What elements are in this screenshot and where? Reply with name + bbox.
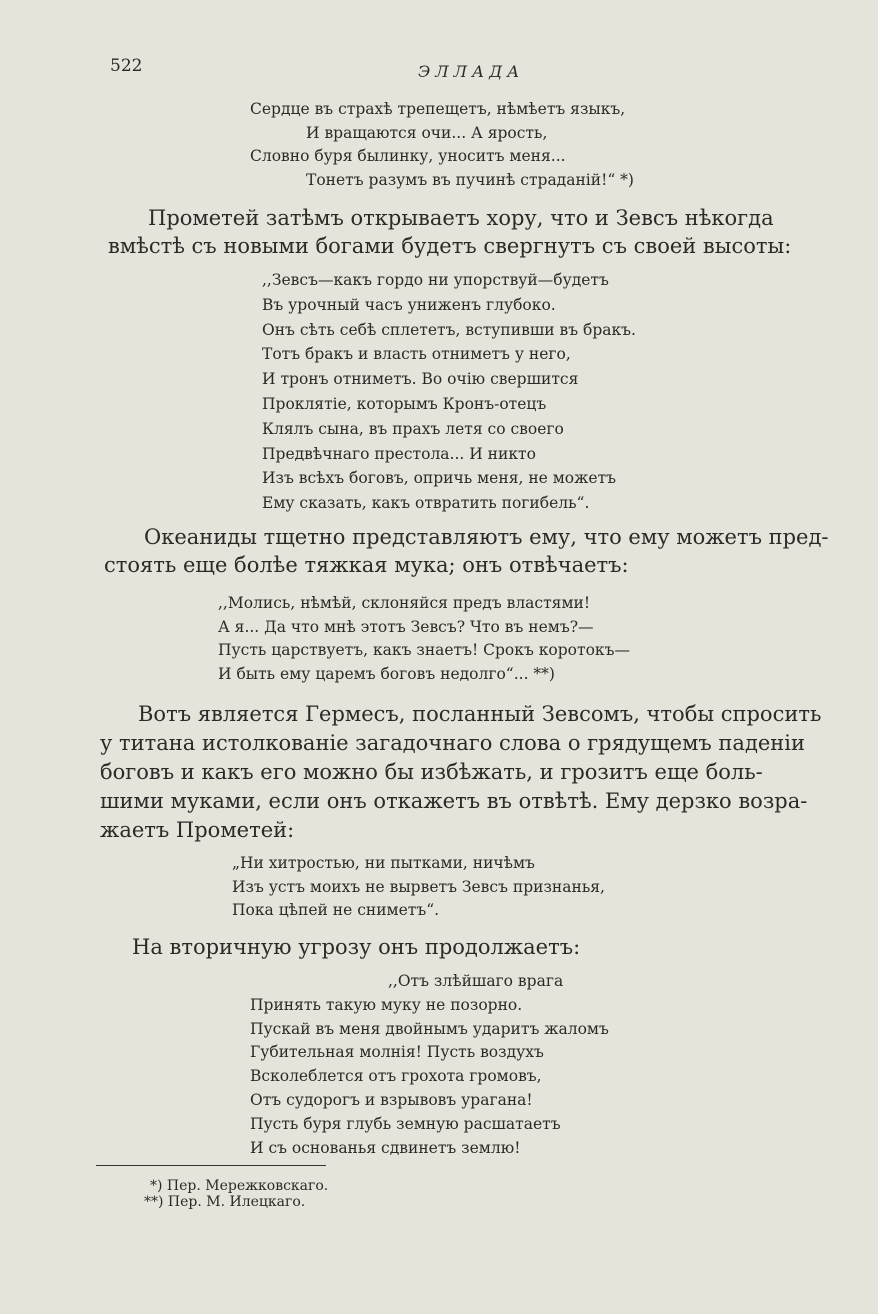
footnote: **) Пер. М. Илецкаго. bbox=[144, 1194, 306, 1210]
paragraph bbox=[108, 205, 816, 260]
page-number: 522 bbox=[110, 56, 143, 76]
verse-line: Тотъ бракъ и власть отниметъ у него, bbox=[262, 345, 571, 364]
paragraph-line: стоять еще болѣе тяжкая мука; онъ отвѣчаетъ: bbox=[104, 552, 629, 577]
verse-line: Пока цѣпей не сниметъ“. bbox=[232, 901, 440, 919]
verse-line: Онъ сѣть себѣ сплететъ, вступивши въ бракъ. bbox=[262, 320, 636, 339]
paragraph-line: шими муками, если онъ откажетъ въ отвѣтѣ. Ему дерзко возра- bbox=[100, 789, 808, 813]
paragraph-line: у титана истолкованіе загадочнаго слова о грядущемъ паденіи bbox=[100, 731, 806, 755]
verse-line: Отъ судорогъ и взрывовъ урагана! bbox=[250, 1090, 533, 1109]
verse-line: ,,Зевсъ—какъ гордо ни упорствуй—будетъ bbox=[262, 271, 609, 289]
verse-line: Пусть буря глубь земную расшатаетъ bbox=[250, 1114, 561, 1133]
verse-line: И съ основанья сдвинетъ землю! bbox=[250, 1138, 521, 1157]
verse-line: Принять такую муку не позорно. bbox=[250, 995, 523, 1014]
verse-line: Словно буря былинку, уноситъ меня... bbox=[250, 147, 566, 165]
paragraph-line: На вторичную угрозу онъ продолжаетъ: bbox=[132, 935, 581, 959]
verse-line: Пусть царствуетъ, какъ знаетъ! Срокъ коротокъ— bbox=[218, 641, 630, 659]
verse-line: Тонетъ разумъ въ пучинѣ страданій!“ *) bbox=[306, 170, 634, 189]
paragraph-line: вмѣстѣ съ новыми богами будетъ свергнутъ съ своей высоты: bbox=[108, 233, 792, 258]
paragraph bbox=[100, 700, 822, 845]
verse-line: Проклятіе, которымъ Кронъ-отецъ bbox=[262, 394, 547, 413]
verse-line: „Ни хитростью, ни пытками, ничѣмъ bbox=[232, 854, 535, 872]
verse-block bbox=[250, 970, 609, 1160]
paragraph-line: жаетъ Прометей: bbox=[100, 818, 295, 842]
verse-line: И вращаются очи... А ярость, bbox=[306, 123, 548, 142]
verse-line: ,,Молись, нѣмѣй, склоняйся предъ властями! bbox=[218, 594, 591, 612]
verse-block bbox=[262, 268, 636, 516]
verse-line: Въ урочный часъ униженъ глубоко. bbox=[262, 295, 556, 314]
verse-line: Ему сказать, какъ отвратить погибель“. bbox=[262, 494, 590, 513]
verse-line: ,,Отъ злѣйшаго врага bbox=[388, 972, 564, 990]
verse-line: Изъ всѣхъ боговъ, опричь меня, не можетъ bbox=[262, 469, 617, 488]
paragraph-line: Океаниды тщетно представляютъ ему, что ему можетъ пред- bbox=[144, 525, 829, 549]
verse-line: Сердце въ страхѣ трепещетъ, нѣмѣетъ языкъ, bbox=[250, 100, 626, 118]
verse-line: И тронъ отниметъ. Во очію свершится bbox=[262, 370, 579, 389]
footnote-divider bbox=[96, 1165, 326, 1166]
verse-line: Клялъ сына, въ прахъ летя со своего bbox=[262, 419, 564, 438]
verse-line: Губительная молнія! Пусть воздухъ bbox=[250, 1043, 544, 1062]
paragraph-line: боговъ и какъ его можно бы избѣжать, и грозитъ еще боль- bbox=[100, 760, 763, 784]
paragraph-line: Прометей затѣмъ открываетъ хору, что и Зевсъ нѣкогда bbox=[148, 206, 774, 230]
verse-block bbox=[232, 852, 605, 923]
paragraph bbox=[104, 524, 829, 579]
verse-line: Пускай въ меня двойнымъ ударитъ жаломъ bbox=[250, 1019, 609, 1038]
verse-line: Всколеблется отъ грохота громовъ, bbox=[250, 1067, 542, 1086]
verse-line: Изъ устъ моихъ не вырветъ Зевсъ признанья, bbox=[232, 877, 605, 896]
running-head: ЭЛЛАДА bbox=[418, 62, 525, 81]
paragraph-line: Вотъ является Гермесъ, посланный Зевсомъ, чтобы спросить bbox=[138, 702, 822, 726]
verse-line: Предвѣчнаго престола... И никто bbox=[262, 444, 536, 463]
verse-line: А я... Да что мнѣ этотъ Зевсъ? Что въ немъ?— bbox=[218, 617, 594, 636]
paragraph bbox=[132, 934, 732, 962]
verse-line: И быть ему царемъ боговъ недолго“... **) bbox=[218, 664, 555, 683]
footnote: *) Пер. Мережковскаго. bbox=[150, 1178, 329, 1194]
verse-block bbox=[218, 592, 630, 686]
verse-block bbox=[250, 98, 634, 192]
